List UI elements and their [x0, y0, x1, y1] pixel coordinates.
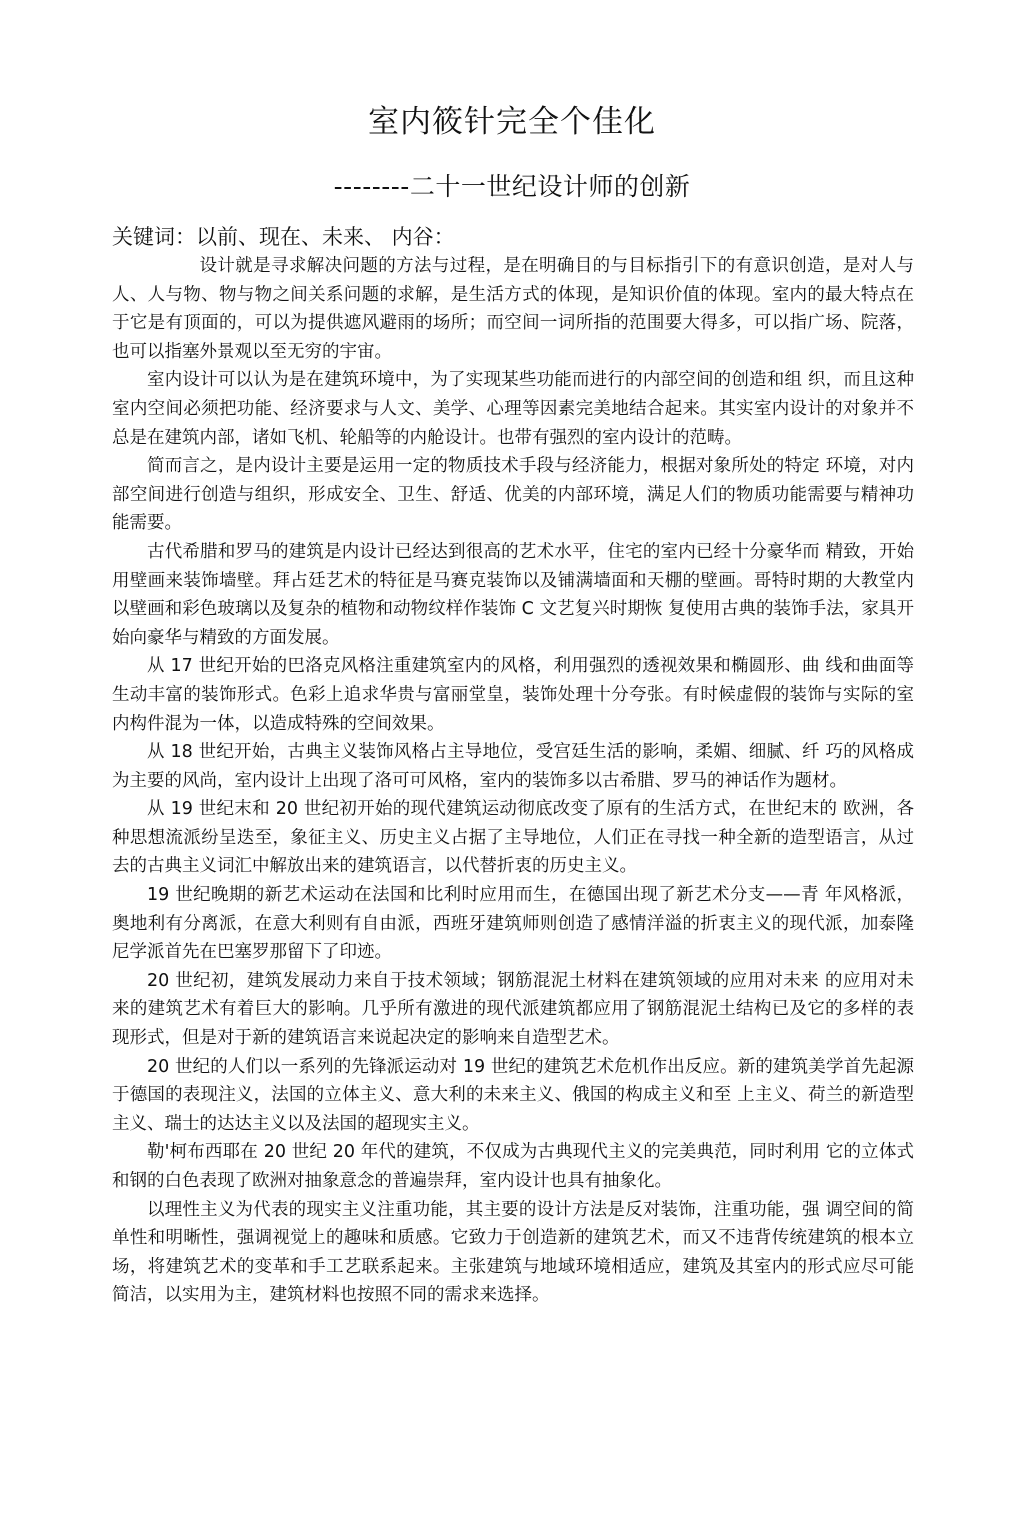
paragraph: 简而言之，是内设计主要是运用一定的物质技术手段与经济能力，根据对象所处的特定 环境，对内部空间进行创造与组织，形成安全、卫生、舒适、优美的内部环境，满足人们的物质功能需要与精神功能需要。 [112, 456, 914, 534]
paragraph: 室内设计可以认为是在建筑环境中，为了实现某些功能而进行的内部空间的创造和组 织，而且这种室内空间必须把功能、经济要求与人文、美学、心理等因素完美地结合起来。其实室内设计的对象并不总是在建筑内部，诸如飞机、轮船等的内舱设计。也带有强烈的室内设计的范畴。 [112, 370, 914, 448]
paragraph: 从 17 世纪开始的巴洛克风格注重建筑室内的风格，利用强烈的透视效果和椭圆形、曲 线和曲面等生动丰富的装饰形式。色彩上追求华贵与富丽堂皇，装饰处理十分夸张。有时候虚假的装饰与实际的室内构件混为一体，以造成特殊的空间效果。 [112, 656, 914, 734]
document-subtitle: --------二十一世纪设计师的创新 [333, 172, 691, 201]
paragraph: 勒'柯布西耶在 20 世纪 20 年代的建筑，不仅成为古典现代主义的完美典范，同时利用 它的立体式和钢的白色表现了欧洲对抽象意念的普遍崇拜，室内设计也具有抽象化。 [112, 1142, 914, 1191]
paragraph: 古代希腊和罗马的建筑是内设计已经达到很高的艺术水平，住宅的室内已经十分豪华而 精致，开始用壁画来装饰墙壁。拜占廷艺术的特征是马赛克装饰以及铺满墙面和天棚的壁画。哥特时期的大教堂内以壁画和彩色玻璃以及复杂的植物和动物纹样作装饰 C 文艺复兴时期恢 复使用古典的装饰手法，家具开始向豪华与精致的方面发展。 [112, 541, 914, 648]
paragraph: 设计就是寻求解决问题的方法与过程，是在明确目的与目标指引下的有意识创造，是对人与人、人与物、物与物之间关系问题的求解，是生活方式的体现，是知识价值的体现。室内的最大特点在于它是有顶面的，可以为提供遮风避雨的场所；而空间一词所指的范围要大得多，可以指广场、院落，也可以指塞外景观以至无穷的宇宙。 [112, 256, 914, 362]
paragraph: 19 世纪晚期的新艺术运动在法国和比利时应用而生，在德国出现了新艺术分支——青 年风格派，奥地利有分离派，在意大利则有自由派，西班牙建筑师则创造了感情洋溢的折衷主义的现代派，加泰隆尼学派首先在巴塞罗那留下了印迹。 [112, 885, 914, 963]
paragraph: 以理性主义为代表的现实主义注重功能，其主要的设计方法是反对装饰，注重功能，强 调空间的简单性和明晰性，强调视觉上的趣味和质感。它致力于创造新的建筑艺术，而又不违背传统建筑的根本立场，将建筑艺术的变革和手工艺联系起来。主张建筑与地域环境相适应，建筑及其室内的形式应尽可能简洁，以实用为主，建筑材料也按照不同的需求来选择。 [112, 1199, 914, 1306]
paragraph: 20 世纪的人们以一系列的先锋派运动对 19 世纪的建筑艺术危机作出反应。新的建筑美学首先起源于德国的表现注义，法国的立体主义、意大利的未来主义、俄国的构成主义和至 上主义、荷兰的新造型主义、瑞士的达达主义以及法国的超现实主义。 [112, 1056, 914, 1134]
keywords-line: 关键词：以前、现在、未来、 内谷： [112, 225, 455, 249]
paragraph: 从 18 世纪开始，古典主义装饰风格占主导地位，受宫廷生活的影响，柔媚、细腻、纤 巧的风格成为主要的风尚，室内设计上出现了洛可可风格，室内的装饰多以古希腊、罗马的神话作为题材。 [112, 742, 914, 791]
document-title: 室内筱针完全个佳化 [368, 104, 656, 140]
paragraph: 20 世纪初，建筑发展动力来自于技术领域；钢筋混泥土材料在建筑领域的应用对未来 的应用对未来的建筑艺术有着巨大的影响。几乎所有激进的现代派建筑都应用了钢筋混泥土结构已及它的多样的表现形式，但是对于新的建筑语言来说起决定的影响来自造型艺术。 [112, 970, 914, 1049]
paragraph: 从 19 世纪末和 20 世纪初开始的现代建筑运动彻底改变了原有的生活方式，在世纪末的 欧洲，各种思想流派纷呈迭至，象征主义、历史主义占据了主导地位，人们正在寻找一种全新的造型语言，从过去的古典主义词汇中解放出来的建筑语言，以代替折衷的历史主义。 [112, 799, 914, 877]
document-body [112, 252, 914, 1310]
